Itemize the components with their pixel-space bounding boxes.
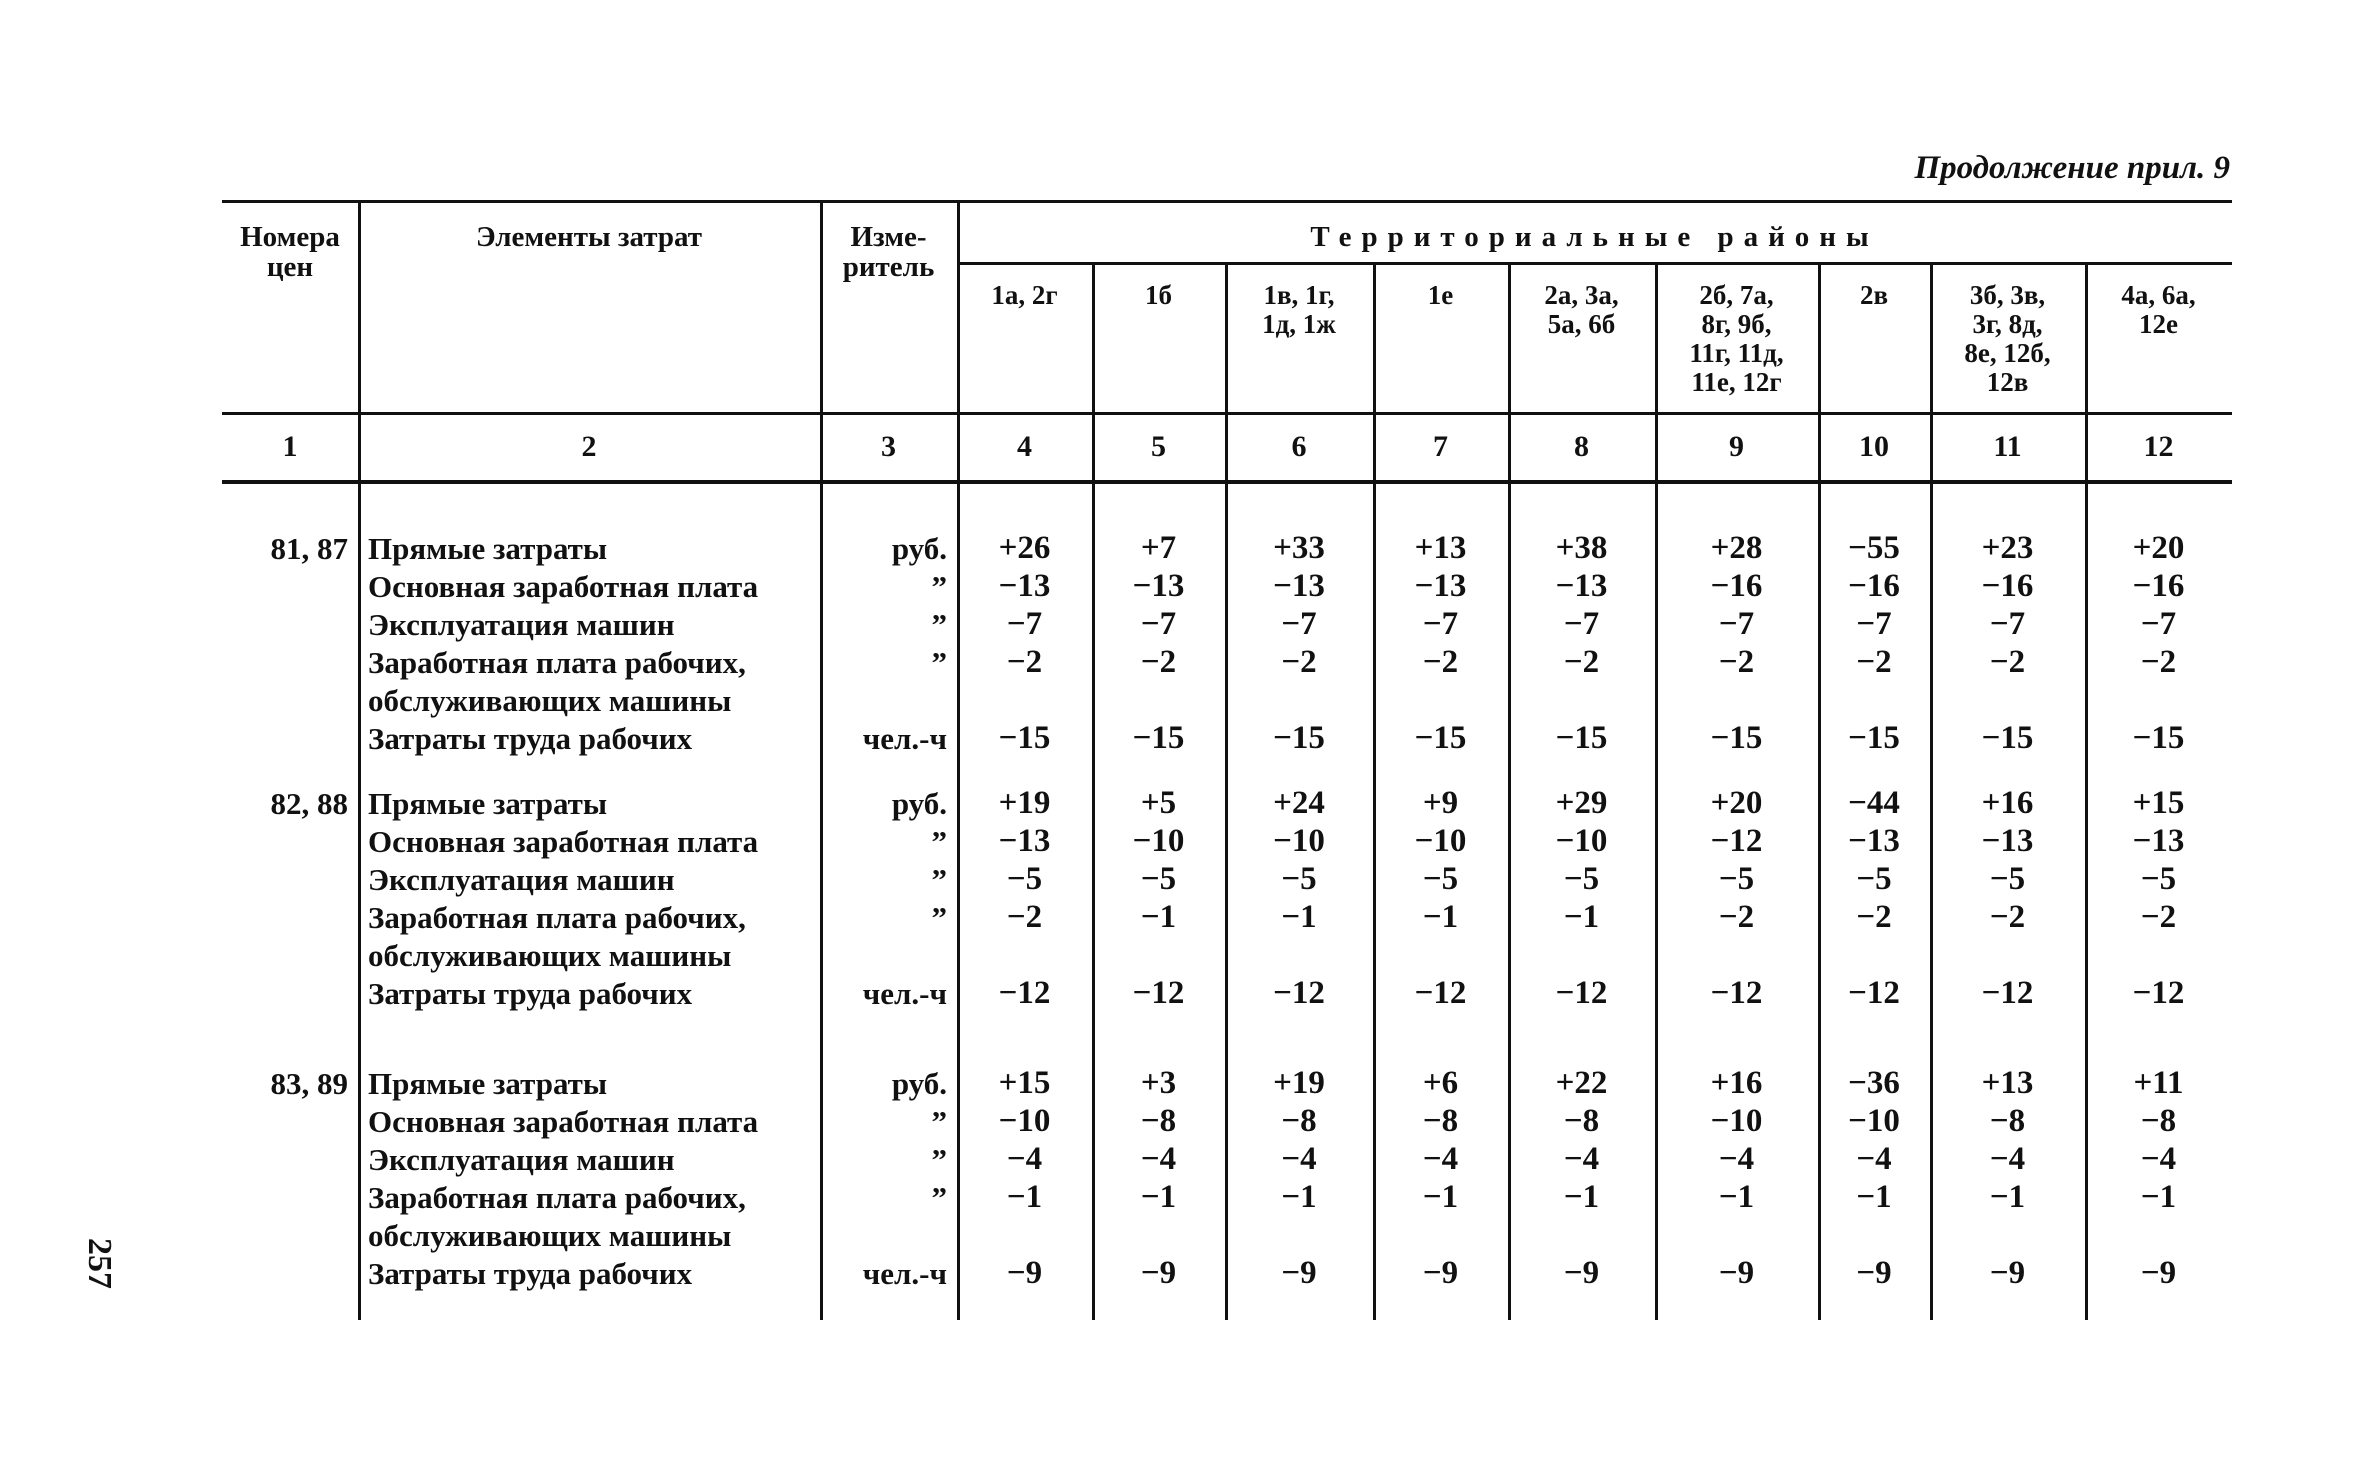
value-cell: −8 xyxy=(1563,1103,1600,1139)
column-number: 1 xyxy=(282,430,298,463)
value-cell: −7 xyxy=(1856,606,1892,642)
value-cell: −12 xyxy=(1710,823,1763,859)
value-cell: +19 xyxy=(1273,1065,1325,1101)
cost-element-label: обслуживающих машины xyxy=(368,938,732,973)
cost-element-label: Затраты труда рабочих xyxy=(368,721,693,756)
cost-element-label: обслуживающих машины xyxy=(368,1218,732,1253)
value-cell: −7 xyxy=(2140,606,2177,642)
price-numbers: 83, 89 xyxy=(270,1066,348,1101)
value-cell: −7 xyxy=(1718,606,1755,642)
value-cell: −2 xyxy=(2140,644,2177,680)
value-cell: −1 xyxy=(1718,1179,1755,1215)
value-cell: −8 xyxy=(1422,1103,1459,1139)
value-cell: −9 xyxy=(1140,1255,1177,1291)
value-cell: −2 xyxy=(2140,899,2177,935)
value-cell: −8 xyxy=(1281,1103,1317,1139)
value-cell: −9 xyxy=(1422,1255,1459,1291)
value-cell: −9 xyxy=(1856,1255,1892,1291)
value-cell: −12 xyxy=(1848,975,1900,1011)
column-number: 9 xyxy=(1729,430,1744,463)
value-cell: −7 xyxy=(1140,606,1177,642)
value-cell: −36 xyxy=(1848,1065,1900,1101)
value-cell: −13 xyxy=(1848,823,1900,859)
region-header: 1в, 1г, xyxy=(1263,280,1335,310)
column-number: 3 xyxy=(881,430,896,463)
unit-cell: ” xyxy=(931,1104,947,1139)
value-cell: −15 xyxy=(1848,720,1900,756)
unit-cell: ” xyxy=(931,824,947,859)
value-cell: −7 xyxy=(1422,606,1459,642)
value-cell: +5 xyxy=(1140,785,1177,821)
unit-cell: чел.-ч xyxy=(862,721,947,756)
value-cell: −2 xyxy=(1422,644,1459,680)
value-cell: −5 xyxy=(1856,861,1892,897)
value-cell: +23 xyxy=(1981,530,2034,566)
value-cell: −13 xyxy=(998,568,1051,604)
cost-element-label: Эксплуатация машин xyxy=(368,1142,675,1177)
value-cell: −15 xyxy=(1710,720,1763,756)
column-number: 5 xyxy=(1151,430,1166,463)
col-header-price-numbers: цен xyxy=(266,251,314,283)
value-cell: −5 xyxy=(1563,861,1600,897)
value-cell: −10 xyxy=(1273,823,1325,859)
region-header: 12е xyxy=(2139,309,2178,339)
value-cell: −2 xyxy=(1856,644,1892,680)
region-header: 5а, 6б xyxy=(1547,309,1616,339)
value-cell: −15 xyxy=(1981,720,2034,756)
value-cell: −15 xyxy=(1414,720,1467,756)
value-cell: +26 xyxy=(998,530,1051,566)
value-cell: −10 xyxy=(1132,823,1185,859)
value-cell: −1 xyxy=(1563,899,1600,935)
value-cell: −12 xyxy=(1273,975,1325,1011)
value-cell: −7 xyxy=(1006,606,1043,642)
value-cell: −2 xyxy=(1281,644,1317,680)
value-cell: +38 xyxy=(1555,530,1608,566)
value-cell: −7 xyxy=(1989,606,2026,642)
value-cell: −12 xyxy=(1981,975,2034,1011)
region-header: 1а, 2г xyxy=(991,280,1058,310)
value-cell: +33 xyxy=(1273,530,1325,566)
value-cell: −44 xyxy=(1848,785,1900,821)
value-cell: −2 xyxy=(1006,644,1043,680)
region-header: 8г, 9б, xyxy=(1701,309,1772,339)
unit-cell: ” xyxy=(931,862,947,897)
value-cell: +13 xyxy=(1414,530,1467,566)
column-number: 7 xyxy=(1433,430,1448,463)
value-cell: −12 xyxy=(1555,975,1608,1011)
column-number: 12 xyxy=(2143,430,2174,463)
value-cell: −9 xyxy=(2140,1255,2177,1291)
unit-cell: ” xyxy=(931,1180,947,1215)
value-cell: −13 xyxy=(1273,568,1325,604)
value-cell: −13 xyxy=(998,823,1051,859)
table-top-rule xyxy=(222,200,2232,203)
price-numbers: 82, 88 xyxy=(270,786,348,821)
value-cell: −7 xyxy=(1281,606,1317,642)
value-cell: −1 xyxy=(1006,1179,1043,1215)
cost-element-label: Заработная плата рабочих, xyxy=(368,1180,746,1215)
region-header: 1д, 1ж xyxy=(1262,309,1336,339)
region-header: 3г, 8д, xyxy=(1972,309,2043,339)
value-cell: −5 xyxy=(2140,861,2177,897)
value-cell: −1 xyxy=(1422,899,1459,935)
region-header: 12в xyxy=(1986,367,2029,397)
unit-cell: руб. xyxy=(891,786,947,821)
column-number: 10 xyxy=(1859,430,1889,463)
region-header: 4а, 6а, xyxy=(2121,280,2196,310)
column-number: 11 xyxy=(1993,430,2022,463)
value-cell: −2 xyxy=(1006,899,1043,935)
value-cell: −12 xyxy=(2132,975,2185,1011)
cost-element-label: Затраты труда рабочих xyxy=(368,1256,693,1291)
value-cell: −4 xyxy=(1563,1141,1600,1177)
value-cell: −16 xyxy=(2132,568,2185,604)
value-cell: −15 xyxy=(1132,720,1185,756)
value-cell: −4 xyxy=(1856,1141,1892,1177)
value-cell: −12 xyxy=(1132,975,1185,1011)
value-cell: −9 xyxy=(1989,1255,2026,1291)
price-numbers: 81, 87 xyxy=(270,531,348,566)
value-cell: −1 xyxy=(1422,1179,1459,1215)
value-cell: −5 xyxy=(1422,861,1459,897)
value-cell: −5 xyxy=(1140,861,1177,897)
cost-element-label: Эксплуатация машин xyxy=(368,607,675,642)
cost-element-label: Эксплуатация машин xyxy=(368,862,675,897)
value-cell: −16 xyxy=(1710,568,1763,604)
value-cell: +11 xyxy=(2133,1065,2184,1101)
value-cell: −10 xyxy=(1555,823,1608,859)
unit-cell: руб. xyxy=(891,531,947,566)
col-header-cost-elements: Элементы затрат xyxy=(475,221,703,253)
column-number: 6 xyxy=(1291,430,1307,463)
value-cell: −2 xyxy=(1989,899,2026,935)
value-cell: +15 xyxy=(2132,785,2185,821)
value-cell: −9 xyxy=(1281,1255,1317,1291)
value-cell: −1 xyxy=(1140,899,1177,935)
value-cell: −12 xyxy=(1414,975,1467,1011)
value-cell: +20 xyxy=(2132,530,2185,566)
value-cell: +24 xyxy=(1273,785,1325,821)
value-cell: +22 xyxy=(1555,1065,1608,1101)
col-header-unit: ритель xyxy=(842,251,935,283)
unit-cell: ” xyxy=(931,607,947,642)
cost-element-label: Заработная плата рабочих, xyxy=(368,900,746,935)
region-header: 11е, 12г xyxy=(1691,367,1782,397)
value-cell: −1 xyxy=(1856,1179,1892,1215)
value-cell: +13 xyxy=(1981,1065,2034,1101)
unit-cell: ” xyxy=(931,900,947,935)
value-cell: −12 xyxy=(998,975,1051,1011)
value-cell: +16 xyxy=(1981,785,2034,821)
value-cell: −55 xyxy=(1848,530,1900,566)
value-cell: −2 xyxy=(1989,644,2026,680)
value-cell: −8 xyxy=(1140,1103,1177,1139)
value-cell: +7 xyxy=(1140,530,1177,566)
value-cell: −1 xyxy=(1989,1179,2026,1215)
value-cell: −1 xyxy=(1281,1179,1317,1215)
cost-element-label: Прямые затраты xyxy=(368,531,608,566)
value-cell: +15 xyxy=(998,1065,1051,1101)
value-cell: −5 xyxy=(1989,861,2026,897)
col-header-unit: Изме- xyxy=(850,221,927,253)
column-number: 8 xyxy=(1574,430,1589,463)
column-number: 2 xyxy=(581,430,597,463)
value-cell: −16 xyxy=(1981,568,2034,604)
value-cell: +16 xyxy=(1710,1065,1763,1101)
value-cell: −13 xyxy=(1132,568,1185,604)
value-cell: +20 xyxy=(1710,785,1763,821)
value-cell: −15 xyxy=(1555,720,1608,756)
region-header: 1б xyxy=(1145,280,1172,310)
value-cell: −10 xyxy=(1848,1103,1900,1139)
column-rule xyxy=(358,200,361,1320)
caption: Продолжение прил. 9 xyxy=(1914,150,2230,186)
region-header: 8е, 12б, xyxy=(1964,338,2051,368)
unit-cell: чел.-ч xyxy=(862,1256,947,1291)
region-header: 11г, 11д, xyxy=(1689,338,1784,368)
value-cell: −12 xyxy=(1710,975,1763,1011)
column-number: 4 xyxy=(1017,430,1032,463)
value-cell: −13 xyxy=(1981,823,2034,859)
value-cell: +28 xyxy=(1710,530,1763,566)
value-cell: −2 xyxy=(1856,899,1892,935)
value-cell: −13 xyxy=(1555,568,1608,604)
cost-element-label: Основная заработная плата xyxy=(368,824,759,859)
value-cell: +9 xyxy=(1422,785,1459,821)
value-cell: −10 xyxy=(1414,823,1467,859)
value-cell: −4 xyxy=(1989,1141,2026,1177)
unit-cell: ” xyxy=(931,645,947,680)
col-header-price-numbers: Номера xyxy=(240,221,340,253)
unit-cell: чел.-ч xyxy=(862,976,947,1011)
value-cell: −4 xyxy=(1718,1141,1755,1177)
region-header: 1е xyxy=(1427,280,1454,310)
value-cell: −1 xyxy=(2140,1179,2177,1215)
value-cell: −4 xyxy=(2140,1141,2177,1177)
value-cell: −4 xyxy=(1281,1141,1317,1177)
unit-cell: руб. xyxy=(891,1066,947,1101)
value-cell: −15 xyxy=(1273,720,1325,756)
value-cell: −5 xyxy=(1718,861,1755,897)
value-cell: −5 xyxy=(1006,861,1043,897)
value-cell: −15 xyxy=(2132,720,2185,756)
value-cell: −13 xyxy=(2132,823,2185,859)
unit-cell: ” xyxy=(931,1142,947,1177)
cost-element-label: Прямые затраты xyxy=(368,1066,608,1101)
page-number: 257 xyxy=(81,1238,118,1289)
value-cell: −5 xyxy=(1281,861,1317,897)
value-cell: +3 xyxy=(1140,1065,1177,1101)
cost-element-label: Основная заработная плата xyxy=(368,569,759,604)
value-cell: −2 xyxy=(1140,644,1177,680)
value-cell: −7 xyxy=(1563,606,1600,642)
value-cell: −4 xyxy=(1140,1141,1177,1177)
value-cell: −2 xyxy=(1718,899,1755,935)
region-header: 3б, 3в, xyxy=(1969,280,2046,310)
cost-element-label: Основная заработная плата xyxy=(368,1104,759,1139)
cost-element-label: обслуживающих машины xyxy=(368,683,732,718)
col-header-regions: Территориальные районы xyxy=(1310,221,1879,253)
value-cell: −8 xyxy=(1989,1103,2026,1139)
value-cell: −9 xyxy=(1563,1255,1600,1291)
region-header: 2б, 7а, xyxy=(1699,280,1774,310)
value-cell: −9 xyxy=(1006,1255,1043,1291)
value-cell: +6 xyxy=(1422,1065,1459,1101)
value-cell: −9 xyxy=(1718,1255,1755,1291)
value-cell: −4 xyxy=(1422,1141,1459,1177)
unit-cell: ” xyxy=(931,569,947,604)
value-cell: −10 xyxy=(1710,1103,1763,1139)
cost-element-label: Прямые затраты xyxy=(368,786,608,821)
value-cell: −2 xyxy=(1718,644,1755,680)
value-cell: −16 xyxy=(1848,568,1900,604)
value-cell: +19 xyxy=(998,785,1051,821)
value-cell: −2 xyxy=(1563,644,1600,680)
region-header: 2в xyxy=(1859,280,1889,310)
value-cell: −1 xyxy=(1563,1179,1600,1215)
value-cell: −10 xyxy=(998,1103,1051,1139)
value-cell: −15 xyxy=(998,720,1051,756)
value-cell: −8 xyxy=(2140,1103,2177,1139)
cost-element-label: Затраты труда рабочих xyxy=(368,976,693,1011)
value-cell: −13 xyxy=(1414,568,1467,604)
value-cell: −4 xyxy=(1006,1141,1043,1177)
value-cell: −1 xyxy=(1281,899,1317,935)
value-cell: −1 xyxy=(1140,1179,1177,1215)
region-header-rule xyxy=(957,262,2232,265)
value-cell: +29 xyxy=(1555,785,1608,821)
cost-element-label: Заработная плата рабочих, xyxy=(368,645,746,680)
region-header: 2а, 3а, xyxy=(1544,280,1619,310)
